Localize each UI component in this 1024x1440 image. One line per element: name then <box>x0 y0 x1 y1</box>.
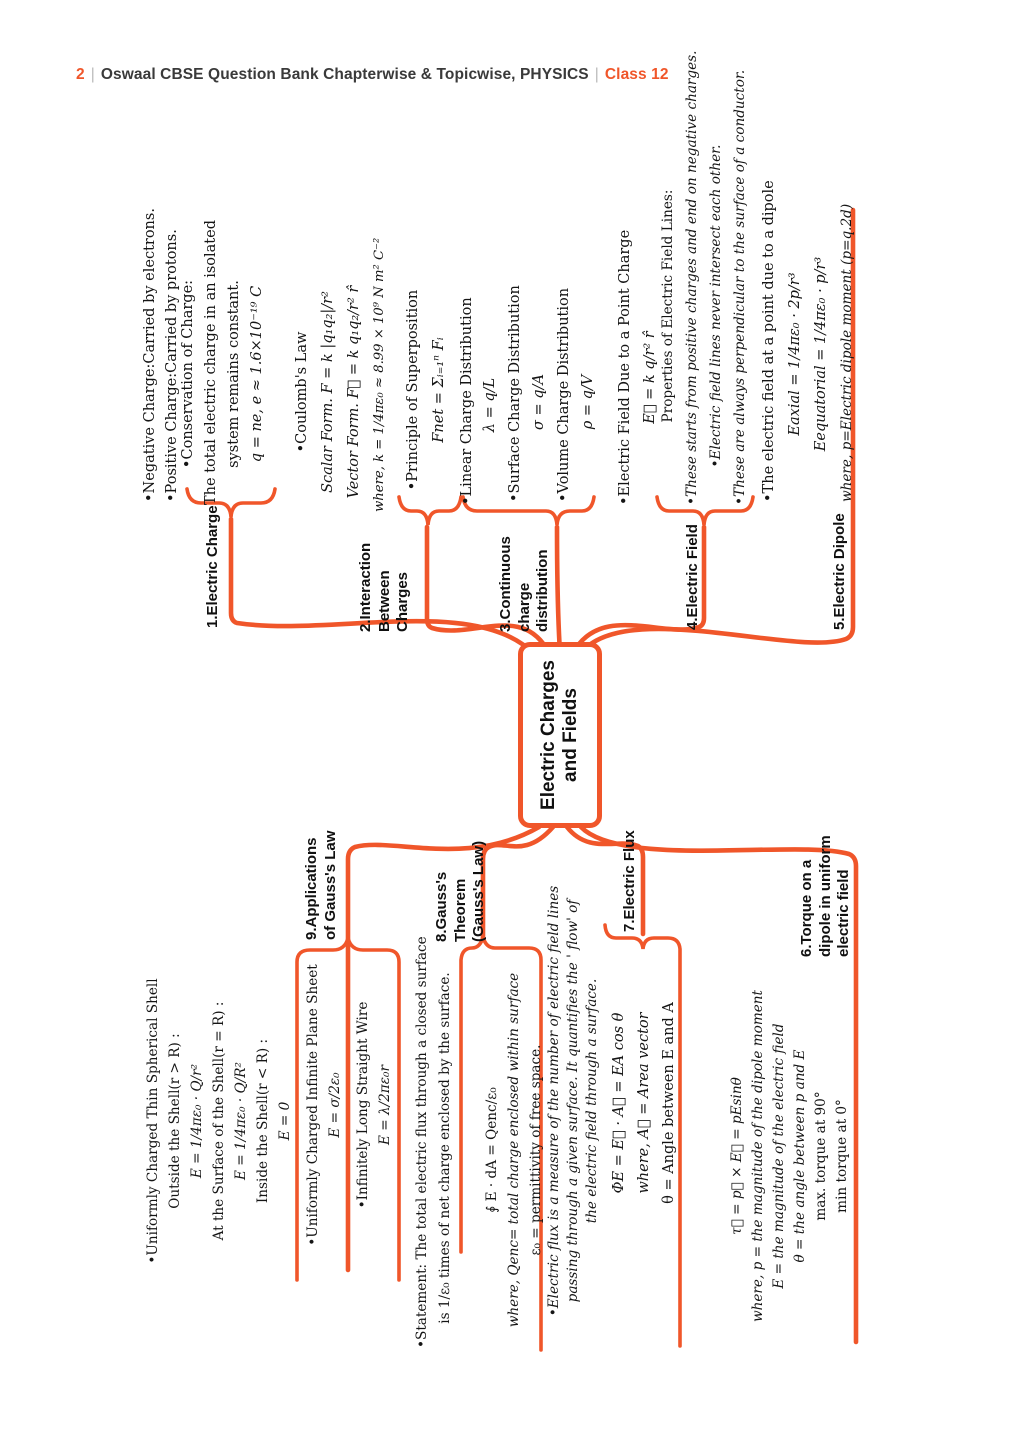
book-title: Oswaal CBSE Question Bank Chapterwise & Topicwise, PHYSICS <box>100 66 589 83</box>
branch7-description-group: •Electric flux is a measure of the number of electric field lines passing through a given surface. It quantifies the ' flow' of the electric field through a surface. <box>546 885 600 1317</box>
branch1-conservation-group: •Conservation of Charge: The total electric charge in an isolated system remains constant. q = ne, e ≈ 1.6×10⁻¹⁹ C <box>180 220 265 505</box>
branch9-plane-sheet-group: •Uniformly Charged Infinite Plane Sheet E = σ/2ε₀ <box>305 964 343 1246</box>
branch5-dipole-group: •The electric field at a point due to a dipole Eaxial = 1/4πε₀ · 2p/r³ Eequatorial = 1/4πε₀ · p/r³ where, p=Electric dipole moment (p=q.2d) <box>761 180 855 502</box>
branch6-torque-group: τ⃗ = p⃗ × E⃗ = pEsinθ where, p = the magnitude of the dipole moment E = the magnitude of the electric field θ = the angle between p and E max. torque at 90° min torque at 0° <box>729 989 850 1323</box>
branch3-linear-group: •Linear Charge Distribution λ = q/L <box>459 297 498 505</box>
branch3-volume-group: •Volume Charge Distribution ρ = q/V <box>556 287 596 502</box>
branch8-formula-group: ∮ E · dA = Qenc/ε₀ where, Qenc= total charge enclosed within surface ε₀ = permittivity of free space. <box>484 972 544 1328</box>
branch1-bullets: •Negative Charge:Carried by electrons. •Positive Charge:Carried by protons. <box>142 208 180 502</box>
branch-label-interaction: 2.Interaction Between Charges <box>357 542 411 632</box>
branch2-coulomb-group: •Coulomb's Law Scalar Form. F = k |q₁q₂|/r² Vector Form. F⃗ = k q₁q₂/r² r̂ where, k = 1/4πε₀ ≈ 8.99 × 10⁹ N m² C⁻² <box>294 237 387 512</box>
branch9-straight-wire-group: •Infinitely Long Straight Wire E = λ/2πε₀r <box>355 1001 393 1209</box>
branch-label-gauss-applications: 9.Applications of Gauss's Law <box>303 830 339 940</box>
branch-label-torque: 6.Torque on a dipole in uniform electric field <box>798 835 852 957</box>
branch-label-electric-charge: 1.Electric Charge <box>204 505 221 628</box>
branch4-point-charge-group: •Electric Field Due to a Point Charge E⃗ = k q/r² r̂ <box>617 229 658 505</box>
branch-label-electric-flux: 7.Electric Flux <box>621 830 638 932</box>
central-topic-node <box>518 642 602 828</box>
branch7-flux-formula-group: ΦE = E⃗ · A⃗ = EA cos θ where, A⃗ = Area vector θ = Angle between E and A <box>611 1002 677 1204</box>
central-topic-line2: and Fields <box>560 688 581 782</box>
branch-label-continuous-distribution: 3.Continuous charge distribution <box>497 536 551 632</box>
class-badge: Class 12 <box>604 66 669 83</box>
page-number: 2 <box>76 66 85 83</box>
branch-label-electric-field: 4.Electric Field <box>684 524 701 630</box>
branch-label-electric-dipole: 5.Electric Dipole <box>831 513 848 630</box>
branch4-properties-group: Properties of Electric Field Lines: •These starts from positive charges and end on negative charges. •Electric field lines never intersect each other. •These are always perpendicular to the surface of a conductor. <box>660 50 748 505</box>
branch2-superposition-group: •Principle of Superposition Fnet = Σᵢ₌₁ⁿ Fᵢ <box>405 289 447 491</box>
branch-label-gauss-theorem: 8.Gauss's Theorem (Gauss's Law) <box>433 840 487 942</box>
central-topic-line1: Electric Charges <box>538 660 559 810</box>
branch3-surface-group: •Surface Charge Distribution σ = q/A <box>507 285 547 502</box>
branch9-spherical-shell-group: •Uniformly Charged Thin Spherical Shell Outside the Shell(r > R) : E = 1/4πε₀ · Q/r² At the Surface of the Shell(r = R) : E = 1/4πε₀ · Q/R² Inside the Shell(r < R) : E = 0 <box>145 978 293 1264</box>
header-separator: | <box>90 66 95 83</box>
header-separator: | <box>594 66 599 83</box>
branch8-statement-group: •Statement: The total electric flux through a closed surface is 1/ε₀ times of net charge enclosed by the surface. <box>414 936 453 1348</box>
